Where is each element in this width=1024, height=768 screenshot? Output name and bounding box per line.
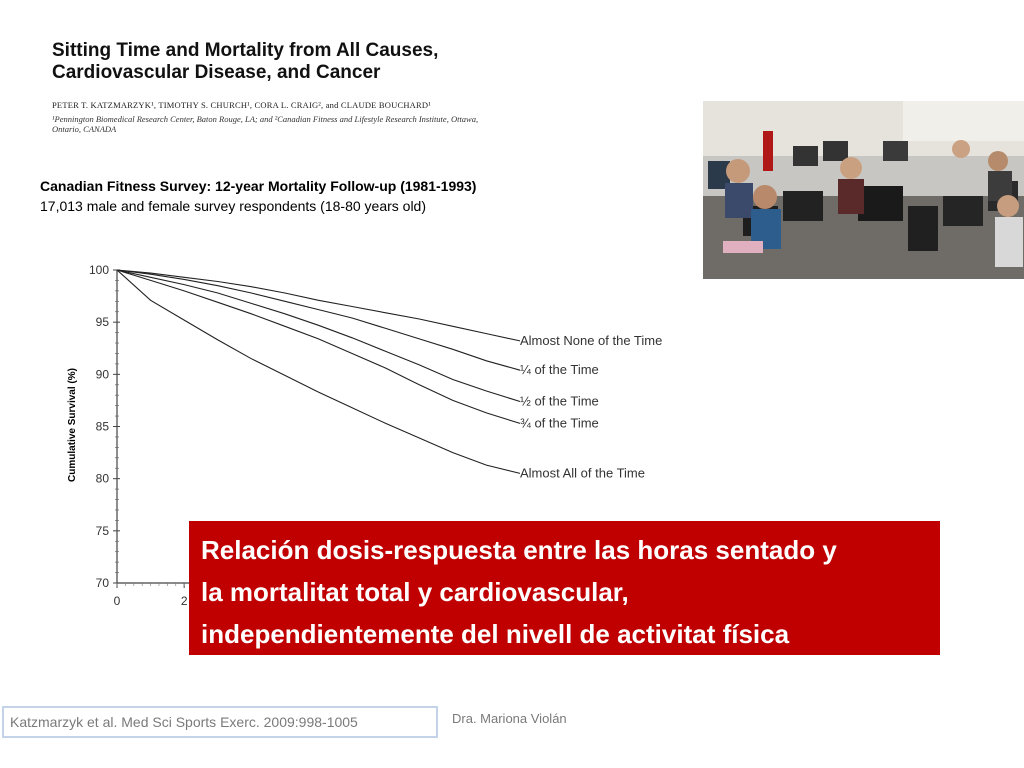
y-ticks <box>89 263 120 590</box>
x-tick-label: 2 <box>180 594 188 608</box>
series-label-3: ½ of the Time <box>520 393 599 409</box>
office-workers-photo <box>703 101 1024 279</box>
paper-title-line2: Cardiovascular Disease, and Cancer <box>52 62 381 83</box>
survey-title: Canadian Fitness Survey: 12-year Mortality Follow-up (1981-1993) <box>40 178 477 194</box>
y-tick-label: 85 <box>95 419 109 434</box>
citation: Katzmarzyk et al. Med Sci Sports Exerc. 2009:998-1005 <box>2 706 438 738</box>
paper-title-line1: Sitting Time and Mortality from All Causes, <box>52 40 439 61</box>
key-finding-callout <box>189 521 940 655</box>
series-label-1: Almost None of the Time <box>520 332 663 348</box>
paper-affiliation-line2: Ontario, CANADA <box>52 124 117 134</box>
paper-affiliation <box>52 114 692 134</box>
series-lines <box>117 270 520 473</box>
series-line-3 <box>117 270 520 402</box>
series-line-1 <box>117 270 520 341</box>
y-tick-label: 75 <box>95 523 109 538</box>
y-tick-label: 90 <box>95 367 109 382</box>
survey-subtitle: 17,013 male and female survey respondents (18-80 years old) <box>40 198 426 214</box>
author-name: Dra. Mariona Violán <box>452 711 567 726</box>
y-axis-label: Cumulative Survival (%) <box>67 368 78 482</box>
paper-authors: PETER T. KATZMARZYK¹, TIMOTHY S. CHURCH¹, CORA L. CRAIG², and CLAUDE BOUCHARD¹ <box>52 100 431 110</box>
callout-line2: la mortalitat total y cardiovascular, <box>201 577 629 607</box>
y-tick-label: 100 <box>88 263 109 277</box>
y-tick-label: 70 <box>95 576 109 590</box>
survey-description <box>40 176 476 216</box>
x-tick-label: 0 <box>113 594 121 608</box>
series-label-2: ¼ of the Time <box>520 362 599 378</box>
series-label-4: ¾ of the Time <box>520 415 599 431</box>
paper-title <box>52 40 672 84</box>
series-labels <box>520 333 662 481</box>
y-tick-label: 95 <box>95 315 109 330</box>
callout-line1: Relación dosis-respuesta entre las horas sentado y <box>201 535 837 565</box>
paper-affiliation-line1: ¹Pennington Biomedical Research Center, Baton Rouge, LA; and ²Canadian Fitness and Lifestyle Research Institute, Ottawa, <box>52 114 479 124</box>
callout-line3: independientemente del nivell de activitat física <box>201 619 790 649</box>
series-line-4 <box>117 270 520 423</box>
series-line-2 <box>117 270 520 370</box>
y-tick-label: 80 <box>95 471 109 486</box>
series-label-5: Almost All of the Time <box>520 465 645 481</box>
